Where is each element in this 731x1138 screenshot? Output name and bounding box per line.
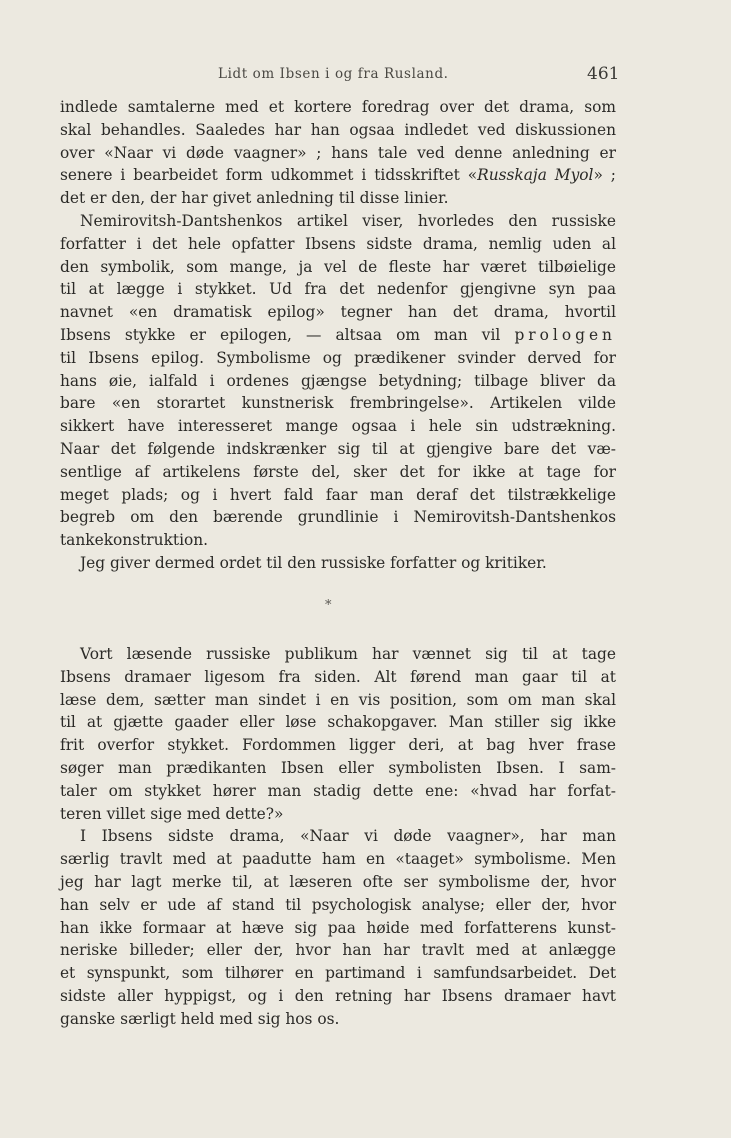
text-line (60, 324, 616, 347)
text-line: bare «en storartet kunstnerisk frembringelse». Artikelen vilde (60, 394, 616, 413)
text-line: indlede samtalerne med et kortere foredrag over det drama, som (60, 98, 616, 116)
text-line: sikkert have interesseret mange ogsaa i hele sin udstrækning. (60, 417, 616, 436)
journal-title: Russkaja Myol (477, 166, 594, 185)
paragraph-article (60, 210, 616, 552)
paragraph-intro (60, 96, 616, 210)
text-line: tankekonstruktion. (60, 531, 209, 550)
text-line: den symbolik, som mange, ja vel de fleste har været tilbøielige (60, 257, 616, 276)
text-line: til at lægge i stykket. Ud fra det nedenfor gjengivne syn paa (60, 280, 616, 299)
text-line: ganske særligt held med sig hos os. (60, 1009, 340, 1028)
text-line: Nemirovitsh-Dantshenkos artikel viser, hvorledes den russiske (80, 211, 616, 230)
text-segment: Ibsens stykke er epilogen, — altsaa om man vil (60, 325, 501, 344)
text-line: sentlige af artikelens første del, sker det for ikke at tage for (60, 462, 616, 481)
page-header (0, 64, 731, 88)
text-line (60, 164, 616, 187)
text-line: meget plads; og i hvert fald faar man deraf det tilstrækkelige (60, 485, 616, 504)
text-line: skal behandles. Saaledes har han ogsaa indledet ved diskussionen (60, 120, 616, 139)
text-line: han ikke formaar at hæve sig paa høide med forfatterens kunst- (60, 918, 616, 937)
text-line: Jeg giver dermed ordet til den russiske forfatter og kritiker. (80, 553, 547, 572)
text-line: I Ibsens sidste drama, «Naar vi døde vaagner», har man (80, 827, 616, 846)
text-line: læse dem, sætter man sindet i en vis position, som om man skal (60, 690, 616, 709)
text-line: jeg har lagt merke til, at læseren ofte ser symbolisme der, hvor (60, 872, 616, 891)
text-line: søger man prædikanten Ibsen eller symbolisten Ibsen. I sam- (60, 758, 616, 777)
paragraph-symbolism (60, 825, 616, 1030)
text-line: Ibsens dramaer ligesom fra siden. Alt førend man gaar til at (60, 667, 616, 686)
text-line: sidste aller hyppigst, og i den retning har Ibsens dramaer havt (60, 986, 616, 1005)
text-line: begreb om den bærende grundlinie i Nemirovitsh-Dantshenkos (60, 508, 616, 527)
text-line: neriske billeder; eller der, hvor han har travlt med at anlægge (60, 941, 616, 960)
text-line: til at gjætte gaader eller løse schakopgaver. Man stiller sig ikke (60, 713, 616, 732)
text-segment: » ; (593, 166, 616, 185)
text-line: det er den, der har givet anledning til disse linier. (60, 189, 449, 208)
text-line: frit overfor stykket. Fordommen ligger deri, at bag hver frase (60, 736, 616, 755)
paragraph-handover (60, 552, 616, 575)
text-line: til Ibsens epilog. Symbolisme og prædikener svinder derved for (60, 348, 616, 367)
text-line: Naar det følgende indskrænker sig til at gjengive bare det væ- (60, 439, 616, 458)
page-number: 461 (587, 64, 620, 84)
text-line: et synspunkt, som tilhører en partimand i samfundsarbeidet. Det (60, 964, 616, 983)
text-line: over «Naar vi døde vaagner» ; hans tale ved denne anledning er (60, 143, 616, 162)
text-line: taler om stykket hører man stadig dette ene: «hvad har forfat- (60, 781, 616, 800)
section-separator: * (325, 598, 332, 613)
text-line: Vort læsende russiske publikum har vænnet sig til at tage (80, 645, 616, 663)
text-segment: senere i bearbeidet form udkommet i tidsskriftet « (60, 166, 478, 185)
text-line: navnet «en dramatisk epilog» tegner han det drama, hvortil (60, 303, 616, 322)
upper-text-block (60, 96, 616, 575)
text-line: forfatter i det hele opfatter Ibsens sidste drama, nemlig uden al (60, 234, 616, 253)
text-line: teren villet sige med dette?» (60, 804, 284, 823)
spaced-word: prologen (514, 325, 616, 344)
paragraph-readers (60, 643, 616, 825)
text-line: han selv er ude af stand til psychologisk analyse; eller der, hvor (60, 895, 616, 914)
text-line: hans øie, ialfald i ordenes gjængse betydning; tilbage bliver da (60, 371, 616, 390)
lower-text-block (60, 643, 616, 1031)
text-line: særlig travlt med at paadutte ham en «taaget» symbolisme. Men (60, 850, 616, 869)
running-title: Lidt om Ibsen i og fra Rusland. (218, 66, 449, 82)
